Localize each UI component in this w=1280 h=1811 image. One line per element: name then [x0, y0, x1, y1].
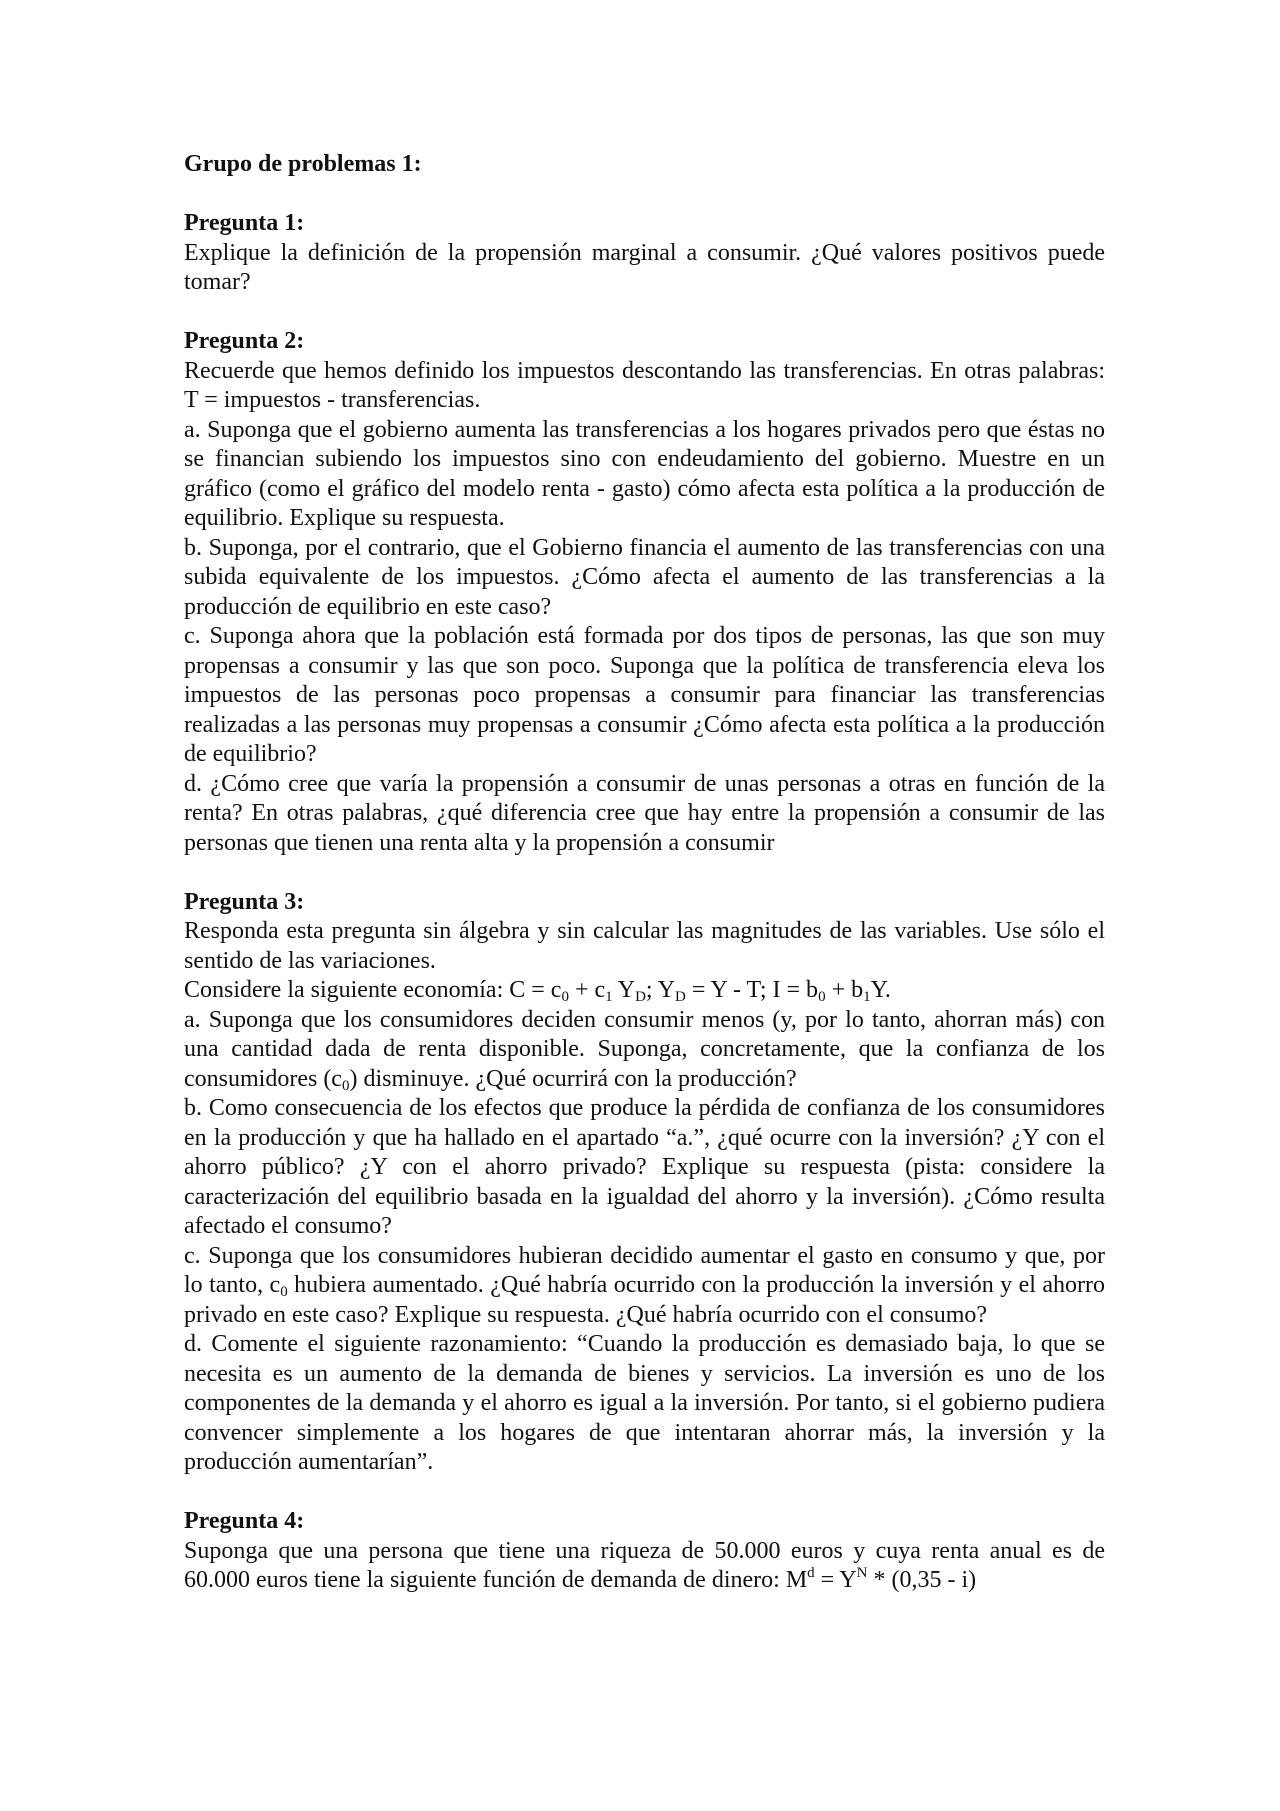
question-3-part-a: a. Suponga que los consumidores deciden consumir menos (y, por lo tanto, ahorran más) con una cantidad dada de renta disponible. Suponga, concretamente, que la confianza de los consumidores $(c_0)$ disminuye. ¿Qué ocurrirá con la producción?: [184, 1006, 1105, 1094]
question-3-equations: Considere la siguiente economía: $C = c_0 + c_1$ $Y_D$; $Y_D = Y - T$; $I = b_0 + b_1Y$.: [184, 977, 891, 1005]
question-3-part-d: d. Comente el siguiente razonamiento: “Cuando la producción es demasiado baja, lo que se necesita es un aumento de la demanda de bienes y servicios. La inversión es uno de los componentes de la demanda y el ahorro es igual a la inversión. Por tanto, si el gobierno pudiera convencer simplemente a los hogares de que intentaran ahorrar más, la inversión y la producción aumentarían”.: [184, 1331, 1105, 1475]
question-1-body: Explique la definición de la propensión marginal a consumir. ¿Qué valores positivos puede tomar?: [184, 239, 1105, 295]
question-2-part-b: b. Suponga, por el contrario, que el Gobierno financia el aumento de las transferencias con una subida equivalente de los impuestos. ¿Cómo afecta el aumento de las transferencias a la producción de equilibrio en este caso?: [184, 534, 1105, 620]
question-1: [184, 209, 1105, 298]
document-page: [184, 150, 1105, 1625]
question-2: [184, 327, 1105, 858]
question-3-intro: Responda esta pregunta sin álgebra y sin calcular las magnitudes de las variables. Use sólo el sentido de las variaciones.: [184, 918, 1105, 974]
question-2-part-a: a. Suponga que el gobierno aumenta las transferencias a los hogares privados pero que éstas no se financian subiendo los impuestos sino con endeudamiento del gobierno. Muestre en un gráfico (como el gráfico del modelo renta - gasto) cómo afecta esta política a la producción de equilibrio. Explique su respuesta.: [184, 416, 1105, 531]
question-1-title: Pregunta 1:: [184, 210, 305, 236]
document-title: Grupo de problemas 1:: [184, 151, 422, 177]
question-2-intro: Recuerde que hemos definido los impuestos descontando las transferencias. En otras palabras: T = impuestos - transferencias.: [184, 357, 1105, 413]
question-3-part-b: b. Como consecuencia de los efectos que produce la pérdida de confianza de los consumidores en la producción y que ha hallado en el apartado “a.”, ¿qué ocurre con la inversión? ¿Y con el ahorro público? ¿Y con el ahorro privado? Explique su respuesta (pista: considere la caracterización del equilibrio basada en la igualdad del ahorro y la inversión). ¿Cómo resulta afectado el consumo?: [184, 1095, 1105, 1239]
question-2-part-d: d. ¿Cómo cree que varía la propensión a consumir de unas personas a otras en función de la renta? En otras palabras, ¿qué diferencia cree que hay entre la propensión a consumir de las personas que tienen una renta alta y la propensión a consumir: [184, 770, 1105, 856]
question-4-title: Pregunta 4:: [184, 1508, 305, 1534]
question-3: [184, 888, 1105, 1478]
question-3-title: Pregunta 3:: [184, 888, 305, 915]
question-2-part-c: c. Suponga ahora que la población está formada por dos tipos de personas, las que son muy propensas a consumir y las que son poco. Suponga que la política de transferencia eleva los impuestos de las personas poco propensas a consumir para financiar las transferencias realizadas a las personas muy propensas a consumir ¿Cómo afecta esta política a la producción de equilibrio?: [184, 623, 1105, 767]
question-3-part-c: c. Suponga que los consumidores hubieran decidido aumentar el gasto en consumo y que, por lo tanto, $c_0$ hubiera aumentado. ¿Qué habría ocurrido con la producción la inversión y el ahorro privado en este caso? Explique su respuesta. ¿Qué habría ocurrido con el consumo?: [184, 1242, 1106, 1328]
question-2-title: Pregunta 2:: [184, 328, 305, 354]
question-4-body: Suponga que una persona que tiene una riqueza de 50.000 euros y cuya renta anual es de 60.000 euros tiene la siguiente función de demanda de dinero: $M^d = Y^N * (0,35 - i)$: [184, 1537, 1105, 1593]
question-4: [184, 1507, 1105, 1596]
